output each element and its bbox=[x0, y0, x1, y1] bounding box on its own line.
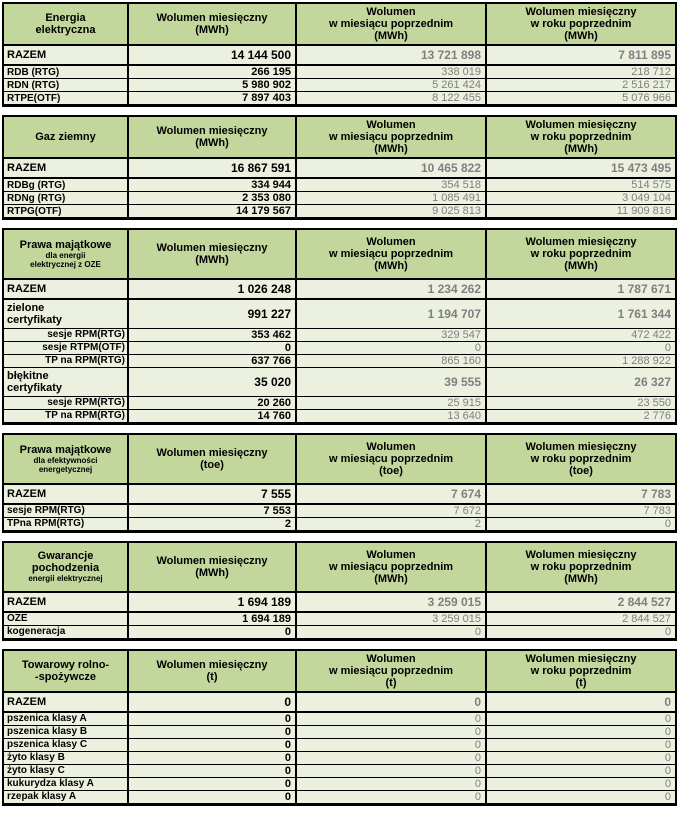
text-line: Wolumen miesięczny bbox=[525, 440, 637, 453]
report-tables bbox=[2, 2, 675, 806]
col-header-current bbox=[128, 542, 296, 592]
table-row bbox=[3, 764, 676, 777]
value-prev-month: 2 bbox=[296, 517, 486, 531]
value-current: 353 462 bbox=[128, 328, 296, 341]
table-row bbox=[3, 692, 676, 712]
col-header-current bbox=[128, 434, 296, 484]
value-current: 0 bbox=[128, 712, 296, 726]
text-line: w roku poprzednim bbox=[530, 18, 632, 30]
row-label: TPna RPM(RTG) bbox=[3, 517, 128, 531]
text-line: (MWh) bbox=[195, 254, 229, 266]
row-label: RTPE(OTF) bbox=[3, 92, 128, 106]
value-prev-year: 218 712 bbox=[486, 65, 676, 79]
text-line: (MWh) bbox=[564, 143, 598, 155]
value-prev-year: 11 909 816 bbox=[486, 205, 676, 219]
col-header-prev-month bbox=[296, 229, 486, 279]
text-line: Energia bbox=[45, 12, 86, 24]
table-prawa-majatkowe-oze bbox=[2, 228, 677, 425]
value-prev-year: 15 473 495 bbox=[486, 158, 676, 178]
value-current: 2 bbox=[128, 517, 296, 531]
col-header-prev-year bbox=[486, 229, 676, 279]
value-prev-year: 2 844 527 bbox=[486, 612, 676, 626]
row-label: pszenica klasy C bbox=[3, 738, 128, 751]
text-line: Wolumen miesięczny bbox=[525, 548, 637, 561]
value-prev-year: 23 550 bbox=[486, 396, 676, 409]
header-row bbox=[3, 3, 676, 45]
table-row bbox=[3, 65, 676, 79]
text-line: certyfikaty bbox=[7, 381, 63, 394]
row-label: RTPG(OTF) bbox=[3, 205, 128, 219]
row-label: RDN (RTG) bbox=[3, 79, 128, 92]
text-line: (toe) bbox=[379, 464, 403, 477]
text-line: pochodzenia bbox=[31, 562, 100, 574]
value-prev-month: 39 555 bbox=[296, 367, 486, 396]
value-current: 1 026 248 bbox=[128, 279, 296, 299]
text-line: certyfikaty bbox=[7, 313, 63, 326]
header-row bbox=[3, 116, 676, 158]
table-row bbox=[3, 341, 676, 354]
text-line: w roku poprzednim bbox=[530, 452, 632, 465]
value-current: 0 bbox=[128, 790, 296, 804]
text-line: Wolumen bbox=[366, 236, 416, 248]
value-current: 20 260 bbox=[128, 396, 296, 409]
col-header-prev-year bbox=[486, 3, 676, 45]
value-current: 2 353 080 bbox=[128, 192, 296, 205]
row-label: żyto klasy C bbox=[3, 764, 128, 777]
value-prev-year: 0 bbox=[486, 751, 676, 764]
text-line: Wolumen miesięczny bbox=[525, 652, 637, 665]
text-line: energetycznej bbox=[38, 464, 93, 474]
text-line: błękitne bbox=[7, 369, 49, 382]
value-prev-month: 0 bbox=[296, 777, 486, 790]
value-current: 0 bbox=[128, 751, 296, 764]
table-row bbox=[3, 192, 676, 205]
row-label: sesje RPM(RTG) bbox=[3, 328, 128, 341]
row-label: pszenica klasy A bbox=[3, 712, 128, 726]
value-current: 266 195 bbox=[128, 65, 296, 79]
text-line: Wolumen bbox=[366, 440, 416, 453]
value-current: 0 bbox=[128, 764, 296, 777]
value-prev-month: 7 672 bbox=[296, 504, 486, 518]
text-line: zielone bbox=[7, 301, 45, 314]
value-prev-year: 0 bbox=[486, 625, 676, 639]
value-current: 991 227 bbox=[128, 299, 296, 328]
text-line: Wolumen miesięczny bbox=[156, 446, 268, 459]
table-row bbox=[3, 92, 676, 106]
table-row bbox=[3, 409, 676, 423]
text-line: Wolumen bbox=[366, 548, 416, 561]
table-row bbox=[3, 279, 676, 299]
row-label bbox=[3, 367, 128, 396]
value-prev-year: 0 bbox=[486, 777, 676, 790]
row-label: RAZEM bbox=[3, 45, 128, 65]
value-prev-month: 338 019 bbox=[296, 65, 486, 79]
value-prev-year: 0 bbox=[486, 790, 676, 804]
row-label: RAZEM bbox=[3, 158, 128, 178]
value-prev-year: 1 761 344 bbox=[486, 299, 676, 328]
value-current: 35 020 bbox=[128, 367, 296, 396]
text-line: Prawa majątkowe bbox=[19, 239, 112, 251]
value-prev-month: 1 234 262 bbox=[296, 279, 486, 299]
text-line: (MWh) bbox=[564, 572, 598, 585]
value-current: 7 553 bbox=[128, 504, 296, 518]
value-prev-month: 865 160 bbox=[296, 354, 486, 367]
row-label: kukurydza klasy A bbox=[3, 777, 128, 790]
text-line: Wolumen miesięczny bbox=[156, 12, 268, 24]
table-row bbox=[3, 367, 676, 396]
value-current: 7 555 bbox=[128, 484, 296, 504]
table-row bbox=[3, 396, 676, 409]
value-prev-year: 472 422 bbox=[486, 328, 676, 341]
text-line: (toe) bbox=[200, 458, 224, 471]
text-line: w miesiącu poprzednim bbox=[328, 131, 454, 143]
text-line: Wolumen bbox=[366, 652, 416, 665]
value-prev-year: 2 516 217 bbox=[486, 79, 676, 92]
col-header-prev-month bbox=[296, 650, 486, 692]
col-header-prev-month bbox=[296, 542, 486, 592]
value-prev-month: 354 518 bbox=[296, 178, 486, 192]
col-header-prev-year bbox=[486, 650, 676, 692]
value-prev-year: 1 288 922 bbox=[486, 354, 676, 367]
value-current: 637 766 bbox=[128, 354, 296, 367]
row-label: TP na RPM(RTG) bbox=[3, 409, 128, 423]
value-prev-year: 0 bbox=[486, 738, 676, 751]
text-line: Wolumen miesięczny bbox=[525, 236, 637, 248]
value-prev-year: 0 bbox=[486, 712, 676, 726]
value-prev-year: 5 076 966 bbox=[486, 92, 676, 106]
col-header-current bbox=[128, 229, 296, 279]
value-current: 334 944 bbox=[128, 178, 296, 192]
col-header-prev-month bbox=[296, 116, 486, 158]
text-line: w miesiącu poprzednim bbox=[328, 664, 454, 677]
value-prev-month: 0 bbox=[296, 692, 486, 712]
value-prev-month: 5 261 424 bbox=[296, 79, 486, 92]
text-line: Wolumen bbox=[366, 6, 416, 18]
table-row bbox=[3, 738, 676, 751]
text-line: (toe) bbox=[569, 464, 593, 477]
value-prev-year: 0 bbox=[486, 692, 676, 712]
value-current: 14 179 567 bbox=[128, 205, 296, 219]
text-line: w roku poprzednim bbox=[530, 248, 632, 260]
table-row bbox=[3, 725, 676, 738]
value-prev-month: 3 259 015 bbox=[296, 612, 486, 626]
table-row bbox=[3, 592, 676, 612]
value-current: 0 bbox=[128, 725, 296, 738]
table-row bbox=[3, 625, 676, 639]
value-prev-year: 2 776 bbox=[486, 409, 676, 423]
text-line: Wolumen miesięczny bbox=[156, 658, 268, 671]
col-header-current bbox=[128, 650, 296, 692]
text-line: w roku poprzednim bbox=[530, 664, 632, 677]
value-prev-month: 329 547 bbox=[296, 328, 486, 341]
row-label: RAZEM bbox=[3, 692, 128, 712]
row-label: pszenica klasy B bbox=[3, 725, 128, 738]
text-line: Prawa majątkowe bbox=[19, 443, 112, 456]
value-current: 0 bbox=[128, 738, 296, 751]
text-line: dla energii bbox=[45, 251, 86, 260]
value-prev-year: 7 811 895 bbox=[486, 45, 676, 65]
text-line: (t) bbox=[575, 676, 587, 689]
table-row bbox=[3, 790, 676, 804]
value-current: 1 694 189 bbox=[128, 592, 296, 612]
text-line: Wolumen miesięczny bbox=[156, 242, 268, 254]
value-prev-month: 0 bbox=[296, 790, 486, 804]
text-line: (MWh) bbox=[564, 260, 598, 272]
value-current: 0 bbox=[128, 692, 296, 712]
table-row bbox=[3, 79, 676, 92]
text-line: (t) bbox=[206, 670, 218, 683]
row-label: OZE bbox=[3, 612, 128, 626]
table-row bbox=[3, 178, 676, 192]
table-row bbox=[3, 484, 676, 504]
value-prev-month: 0 bbox=[296, 625, 486, 639]
text-line: dla efektywności bbox=[33, 455, 98, 465]
value-prev-month: 1 194 707 bbox=[296, 299, 486, 328]
value-prev-month: 7 674 bbox=[296, 484, 486, 504]
text-line: Wolumen miesięczny bbox=[525, 6, 637, 18]
value-prev-month: 9 025 813 bbox=[296, 205, 486, 219]
value-prev-month: 3 259 015 bbox=[296, 592, 486, 612]
table-title bbox=[3, 3, 128, 45]
text-line: (MWh) bbox=[195, 137, 229, 149]
value-prev-month: 0 bbox=[296, 738, 486, 751]
value-current: 14 760 bbox=[128, 409, 296, 423]
table-row bbox=[3, 205, 676, 219]
value-prev-month: 13 721 898 bbox=[296, 45, 486, 65]
text-line: energii elektrycznej bbox=[28, 574, 103, 583]
row-label: kogeneracja bbox=[3, 625, 128, 639]
value-current: 1 694 189 bbox=[128, 612, 296, 626]
table-row bbox=[3, 354, 676, 367]
text-line: w roku poprzednim bbox=[530, 131, 632, 143]
table-row bbox=[3, 504, 676, 518]
value-prev-year: 514 575 bbox=[486, 178, 676, 192]
value-prev-year: 7 783 bbox=[486, 484, 676, 504]
col-header-prev-year bbox=[486, 542, 676, 592]
table-title bbox=[3, 650, 128, 692]
text-line: Gwarancje bbox=[37, 550, 94, 562]
row-label: RAZEM bbox=[3, 279, 128, 299]
text-line: Wolumen miesięczny bbox=[156, 554, 268, 567]
text-line: Wolumen miesięczny bbox=[156, 125, 268, 137]
text-line: w miesiącu poprzednim bbox=[328, 248, 454, 260]
value-prev-month: 0 bbox=[296, 751, 486, 764]
value-current: 7 897 403 bbox=[128, 92, 296, 106]
value-prev-month: 0 bbox=[296, 341, 486, 354]
row-label: sesje RPM(RTG) bbox=[3, 396, 128, 409]
header-row bbox=[3, 542, 676, 592]
table-row bbox=[3, 712, 676, 726]
value-prev-year: 7 783 bbox=[486, 504, 676, 518]
table-prawa-majatkowe-efektywnosc bbox=[2, 433, 677, 533]
text-line: (MWh) bbox=[195, 24, 229, 36]
text-line: (MWh) bbox=[374, 143, 408, 155]
text-line: w miesiącu poprzednim bbox=[328, 560, 454, 573]
table-title bbox=[3, 229, 128, 279]
text-line: (MWh) bbox=[195, 566, 229, 579]
col-header-prev-month bbox=[296, 434, 486, 484]
value-current: 0 bbox=[128, 625, 296, 639]
value-prev-year: 3 049 104 bbox=[486, 192, 676, 205]
value-prev-month: 13 640 bbox=[296, 409, 486, 423]
value-prev-month: 10 465 822 bbox=[296, 158, 486, 178]
row-label: RDNg (RTG) bbox=[3, 192, 128, 205]
text-line: (MWh) bbox=[564, 30, 598, 42]
value-prev-month: 0 bbox=[296, 725, 486, 738]
table-row bbox=[3, 299, 676, 328]
table-title bbox=[3, 116, 128, 158]
value-current: 14 144 500 bbox=[128, 45, 296, 65]
table-row bbox=[3, 612, 676, 626]
value-prev-month: 0 bbox=[296, 712, 486, 726]
row-label: sesje RTPM(OTF) bbox=[3, 341, 128, 354]
row-label: żyto klasy B bbox=[3, 751, 128, 764]
row-label bbox=[3, 299, 128, 328]
table-energia-elektryczna bbox=[2, 2, 677, 107]
header-row bbox=[3, 434, 676, 484]
table-gwarancje-pochodzenia bbox=[2, 541, 677, 641]
text-line: (MWh) bbox=[374, 260, 408, 272]
table-row bbox=[3, 517, 676, 531]
table-row bbox=[3, 751, 676, 764]
table-row bbox=[3, 777, 676, 790]
table-gaz-ziemny bbox=[2, 115, 677, 220]
value-current: 0 bbox=[128, 341, 296, 354]
text-line: elektryczna bbox=[35, 24, 96, 36]
header-row bbox=[3, 650, 676, 692]
value-prev-month: 8 122 455 bbox=[296, 92, 486, 106]
row-label: RDB (RTG) bbox=[3, 65, 128, 79]
value-prev-year: 0 bbox=[486, 725, 676, 738]
value-prev-year: 0 bbox=[486, 764, 676, 777]
table-row bbox=[3, 158, 676, 178]
value-prev-month: 25 915 bbox=[296, 396, 486, 409]
text-line: (t) bbox=[385, 676, 397, 689]
value-prev-year: 26 327 bbox=[486, 367, 676, 396]
value-prev-year: 2 844 527 bbox=[486, 592, 676, 612]
col-header-prev-year bbox=[486, 116, 676, 158]
text-line: w miesiącu poprzednim bbox=[328, 452, 454, 465]
text-line: (MWh) bbox=[374, 30, 408, 42]
col-header-prev-month bbox=[296, 3, 486, 45]
text-line: w roku poprzednim bbox=[530, 560, 632, 573]
col-header-prev-year bbox=[486, 434, 676, 484]
table-row bbox=[3, 45, 676, 65]
row-label: TP na RPM(RTG) bbox=[3, 354, 128, 367]
text-line: -spożywcze bbox=[34, 670, 97, 683]
value-current: 16 867 591 bbox=[128, 158, 296, 178]
header-row bbox=[3, 229, 676, 279]
table-row bbox=[3, 328, 676, 341]
table-title bbox=[3, 542, 128, 592]
col-header-current bbox=[128, 3, 296, 45]
row-label: rzepak klasy A bbox=[3, 790, 128, 804]
value-prev-year: 0 bbox=[486, 517, 676, 531]
row-label: sesje RPM(RTG) bbox=[3, 504, 128, 518]
text-line: (MWh) bbox=[374, 572, 408, 585]
value-prev-year: 0 bbox=[486, 341, 676, 354]
table-title bbox=[3, 434, 128, 484]
value-current: 0 bbox=[128, 777, 296, 790]
value-prev-month: 0 bbox=[296, 764, 486, 777]
text-line: elektrycznej z OZE bbox=[30, 260, 101, 269]
value-prev-month: 1 085 491 bbox=[296, 192, 486, 205]
text-line: Wolumen miesięczny bbox=[525, 119, 637, 131]
row-label: RAZEM bbox=[3, 592, 128, 612]
value-current: 5 980 902 bbox=[128, 79, 296, 92]
text-line: w miesiącu poprzednim bbox=[328, 18, 454, 30]
col-header-current bbox=[128, 116, 296, 158]
value-prev-year: 1 787 671 bbox=[486, 279, 676, 299]
table-towarowy-rolno-spozywcze bbox=[2, 649, 677, 806]
text-line: Towarowy rolno- bbox=[21, 658, 110, 671]
text-line: Gaz ziemny bbox=[35, 131, 96, 143]
row-label: RDBg (RTG) bbox=[3, 178, 128, 192]
text-line: Wolumen bbox=[366, 119, 416, 131]
row-label: RAZEM bbox=[3, 484, 128, 504]
